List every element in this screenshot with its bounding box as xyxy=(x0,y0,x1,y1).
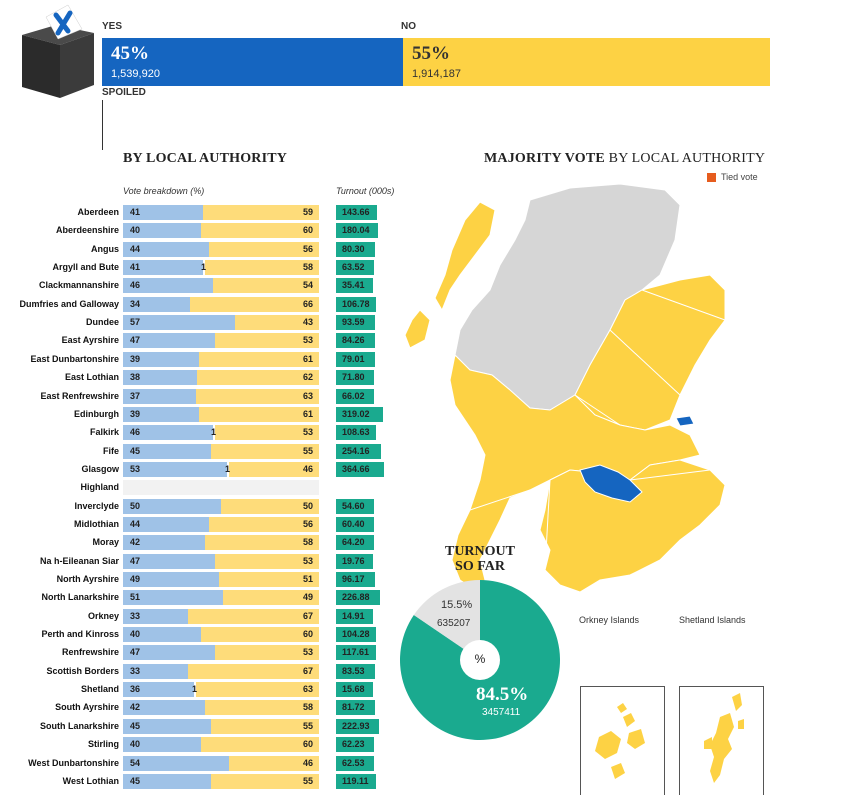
no-value: 58 xyxy=(302,537,313,547)
yes-value: 41 xyxy=(130,262,141,272)
no-value: 60 xyxy=(302,225,313,235)
turnout-value: 80.30 xyxy=(342,244,365,254)
no-value: 43 xyxy=(302,317,313,327)
no-count: 1,914,187 xyxy=(412,68,461,80)
turnout-value: 117.61 xyxy=(342,647,370,657)
authority-name: Clackmannanshire xyxy=(38,280,119,290)
turnout-value: 96.17 xyxy=(342,574,365,584)
turnout-value: 319.02 xyxy=(342,409,370,419)
turnout-pct-major: 84.5% xyxy=(476,684,529,705)
spoiled-label: SPOILED xyxy=(102,87,146,98)
authority-name: South Lanarkshire xyxy=(39,721,119,731)
map-title-bold: MAJORITY VOTE xyxy=(484,151,605,166)
yes-value: 49 xyxy=(130,574,141,584)
no-value: 54 xyxy=(302,280,313,290)
no-value: 56 xyxy=(302,244,313,254)
turnout-header: Turnout (000s) xyxy=(336,186,395,196)
authority-name: Renfrewshire xyxy=(61,647,119,657)
turnout-title xyxy=(430,544,530,574)
yes-value: 39 xyxy=(130,354,141,364)
authority-name: Stirling xyxy=(88,739,119,749)
yes-value: 54 xyxy=(130,758,141,768)
yes-value: 38 xyxy=(130,372,141,382)
spoiled-value: 1 xyxy=(225,464,231,474)
authority-name: Fife xyxy=(102,446,119,456)
yes-value: 42 xyxy=(130,702,141,712)
map-title xyxy=(484,151,765,167)
yes-value: 40 xyxy=(130,225,141,235)
shetland-inset xyxy=(679,686,764,795)
yes-value: 42 xyxy=(130,537,141,547)
no-value: 51 xyxy=(302,574,313,584)
no-value: 63 xyxy=(302,684,313,694)
turnout-pct-minor: 15.5% xyxy=(441,599,473,611)
spoiled-value: 1 xyxy=(192,684,198,694)
no-value: 63 xyxy=(302,391,313,401)
turnout-title-line2: SO FAR xyxy=(455,559,505,574)
yes-value: 37 xyxy=(130,391,141,401)
turnout-value: 83.53 xyxy=(342,666,365,676)
no-value: 49 xyxy=(302,592,313,602)
turnout-value: 79.01 xyxy=(342,354,365,364)
no-value: 60 xyxy=(302,739,313,749)
vote-breakdown-header: Vote breakdown (%) xyxy=(123,186,205,196)
turnout-value: 180.04 xyxy=(342,225,370,235)
authority-name: Highland xyxy=(80,482,119,492)
orkney-label: Orkney Islands xyxy=(579,615,640,625)
yes-value: 46 xyxy=(130,280,141,290)
turnout-value: 64.20 xyxy=(342,537,365,547)
turnout-value: 254.16 xyxy=(342,446,370,456)
no-value: 62 xyxy=(302,372,313,382)
ballot-box-logo xyxy=(16,3,100,99)
authority-name: Falkirk xyxy=(89,427,119,437)
shetland-islands-map xyxy=(680,687,763,795)
left-section-title: BY LOCAL AUTHORITY xyxy=(123,151,288,166)
no-value: 58 xyxy=(302,702,313,712)
turnout-value: 63.52 xyxy=(342,262,365,272)
no-value: 67 xyxy=(302,611,313,621)
no-value: 58 xyxy=(302,262,313,272)
authority-name: Scottish Borders xyxy=(46,666,119,676)
yes-result-bar xyxy=(102,38,403,86)
authority-name: Aberdeenshire xyxy=(55,225,119,235)
yes-value: 53 xyxy=(130,464,141,474)
turnout-value: 143.66 xyxy=(342,207,370,217)
no-value: 46 xyxy=(302,464,313,474)
no-value: 53 xyxy=(302,647,313,657)
yes-value: 45 xyxy=(130,776,141,786)
turnout-value: 222.93 xyxy=(342,721,370,731)
yes-value: 33 xyxy=(130,611,141,621)
yes-value: 45 xyxy=(130,721,141,731)
turnout-count-major: 3457411 xyxy=(482,707,521,718)
no-value: 67 xyxy=(302,666,313,676)
empty-bar xyxy=(123,480,319,495)
spoiled-value: 1 xyxy=(211,427,217,437)
authority-name: East Dunbartonshire xyxy=(30,354,119,364)
turnout-value: 364.66 xyxy=(342,464,370,474)
no-value: 55 xyxy=(302,776,313,786)
no-value: 53 xyxy=(302,556,313,566)
turnout-value: 19.76 xyxy=(342,556,365,566)
yes-value: 57 xyxy=(130,317,141,327)
no-value: 66 xyxy=(302,299,313,309)
turnout-value: 104.28 xyxy=(342,629,370,639)
no-value: 59 xyxy=(302,207,313,217)
turnout-value: 54.60 xyxy=(342,501,365,511)
yes-value: 45 xyxy=(130,446,141,456)
authority-name: Orkney xyxy=(87,611,119,621)
yes-value: 51 xyxy=(130,592,141,602)
no-value: 50 xyxy=(302,501,313,511)
authority-name: Dundee xyxy=(85,317,119,327)
authority-name: Glasgow xyxy=(81,464,119,474)
yes-value: 40 xyxy=(130,739,141,749)
no-value: 55 xyxy=(302,721,313,731)
no-value: 55 xyxy=(302,446,313,456)
turnout-value: 84.26 xyxy=(342,335,365,345)
authority-name: East Renfrewshire xyxy=(40,391,119,401)
yes-value: 39 xyxy=(130,409,141,419)
authority-name: West Lothian xyxy=(62,776,119,786)
yes-value: 44 xyxy=(130,519,141,529)
spoiled-divider xyxy=(102,100,103,150)
yes-value: 33 xyxy=(130,666,141,676)
turnout-count-minor: 635207 xyxy=(437,618,471,629)
authority-name: Aberdeen xyxy=(77,207,119,217)
no-value: 56 xyxy=(302,519,313,529)
authority-name: Argyll and Bute xyxy=(52,262,119,272)
turnout-value: 81.72 xyxy=(342,702,365,712)
turnout-value: 14.91 xyxy=(342,611,365,621)
turnout-value: 106.78 xyxy=(342,299,370,309)
no-value: 61 xyxy=(302,354,313,364)
spoiled-value: 1 xyxy=(201,262,207,272)
no-value: 60 xyxy=(302,629,313,639)
turnout-value: 35.41 xyxy=(342,280,365,290)
authority-name: South Ayrshire xyxy=(55,702,119,712)
map-skye xyxy=(405,310,430,348)
authority-name: Dumfries and Galloway xyxy=(19,299,119,309)
no-value: 53 xyxy=(302,427,313,437)
authority-name: Moray xyxy=(92,537,119,547)
turnout-value: 62.53 xyxy=(342,758,365,768)
authority-name: North Ayrshire xyxy=(56,574,119,584)
authority-name: Shetland xyxy=(80,684,119,694)
yes-value: 40 xyxy=(130,629,141,639)
map-title-rest: BY LOCAL AUTHORITY xyxy=(604,151,766,166)
yes-value: 47 xyxy=(130,556,141,566)
yes-percent: 45% xyxy=(111,43,149,64)
authority-name: Perth and Kinross xyxy=(41,629,119,639)
no-value: 53 xyxy=(302,335,313,345)
yes-count: 1,539,920 xyxy=(111,68,160,80)
no-value: 61 xyxy=(302,409,313,419)
no-percent: 55% xyxy=(412,43,450,64)
yes-value: 47 xyxy=(130,647,141,657)
turnout-value: 93.59 xyxy=(342,317,365,327)
no-label: NO xyxy=(401,21,416,32)
authority-name: Angus xyxy=(91,244,119,254)
yes-value: 47 xyxy=(130,335,141,345)
donut-center-label: % xyxy=(474,652,486,666)
authority-name: Inverclyde xyxy=(74,501,119,511)
authority-name: Na h-Eileanan Siar xyxy=(39,556,119,566)
orkney-islands-map xyxy=(581,687,664,795)
yes-value: 44 xyxy=(130,244,141,254)
turnout-value: 226.88 xyxy=(342,592,370,602)
yes-label: YES xyxy=(102,21,123,32)
authority-name: Edinburgh xyxy=(74,409,119,419)
yes-value: 34 xyxy=(130,299,141,309)
turnout-value: 66.02 xyxy=(342,391,365,401)
turnout-title-line1: TURNOUT xyxy=(444,544,515,559)
shetland-label: Shetland Islands xyxy=(679,615,746,625)
tied-vote-label: Tied vote xyxy=(721,172,758,182)
turnout-value: 15.68 xyxy=(342,684,365,694)
map-dundee xyxy=(676,416,694,426)
yes-value: 41 xyxy=(130,207,141,217)
authority-name: West Dunbartonshire xyxy=(28,758,119,768)
authority-name: Midlothian xyxy=(74,519,119,529)
turnout-value: 119.11 xyxy=(342,776,369,786)
turnout-value: 62.23 xyxy=(342,739,365,749)
yes-value: 50 xyxy=(130,501,141,511)
yes-value: 36 xyxy=(130,684,141,694)
turnout-value: 108.63 xyxy=(342,427,370,437)
yes-value: 46 xyxy=(130,427,141,437)
authority-name: East Ayrshire xyxy=(61,335,119,345)
orkney-inset xyxy=(580,686,665,795)
turnout-value: 60.40 xyxy=(342,519,365,529)
no-result-bar xyxy=(403,38,770,86)
no-value: 46 xyxy=(302,758,313,768)
authority-name: North Lanarkshire xyxy=(41,592,119,602)
turnout-value: 71.80 xyxy=(342,372,365,382)
authority-name: East Lothian xyxy=(64,372,119,382)
